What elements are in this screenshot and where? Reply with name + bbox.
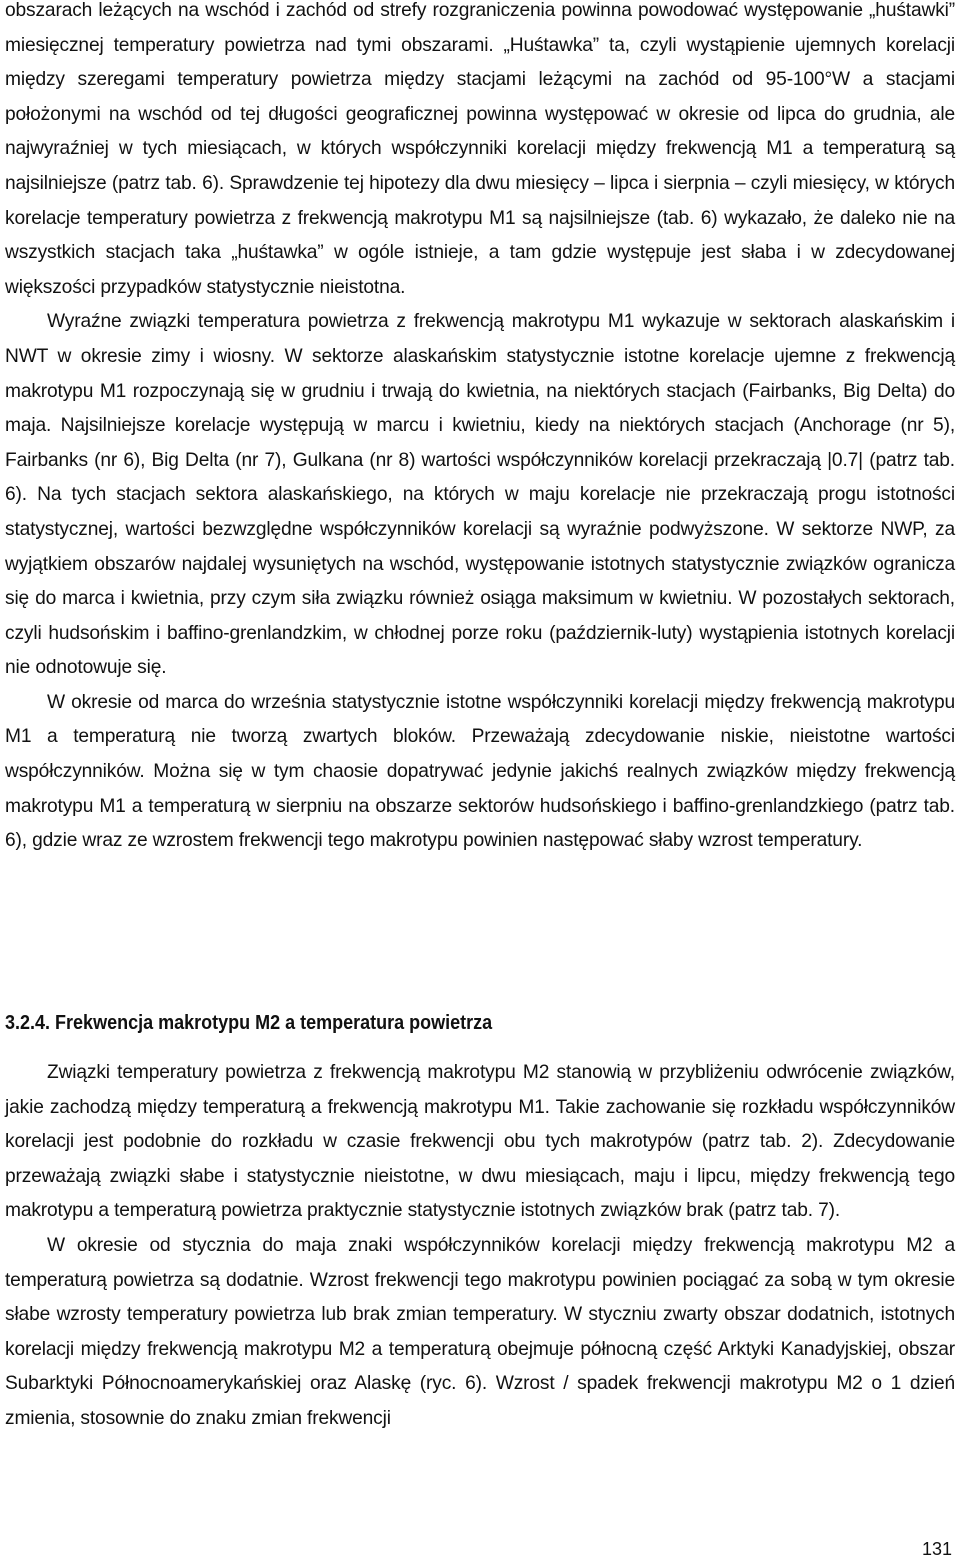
section-number: 3.2.4. [5,1012,51,1034]
paragraph: W okresie od marca do września statystycznie istotne współczynniki korelacji między frekwencją makrotypu M1 a temperaturą nie tworzą zwartych bloków. Przeważają zdecydowanie niskie, nieistotne wartości współczynników. Można się w tym chaosie dopatrywać jedynie jakichś realnych związków między frekwencją makrotypu M1 a temperaturą w sierpniu na obszarze sektorów hudsońskiego i baffino-grenlandzkiego (patrz tab. 6), gdzie wraz ze wzrostem frekwencji tego makrotypu powinien następować słaby wzrost temperatury. [5,691,955,852]
paragraph: W okresie od stycznia do maja znaki współczynników korelacji między frekwencją makrotypu M2 a temperaturą powietrza są dodatnie. Wzrost frekwencji tego makrotypu powinien pociągać za sobą w tym okresie słabe wzrosty temperatury powietrza lub brak zmian temperatury. W styczniu zwarty obszar dodatnich, istotnych korelacji między frekwencją makrotypu M2 a temperaturą obejmuje północną część Arktyki Kanadyjskiej, obszar Subarktyki Północnoamerykańskiej oraz Alaskę (ryc. 6). Wzrost / spadek frekwencji makrotypu M2 o 1 dzień zmienia, stosownie do znaku zmian frekwencji [5,1234,955,1429]
section-heading [5,1006,955,1040]
body-text-top [5,0,955,859]
paragraph: Wyraźne związki temperatura powietrza z frekwencją makrotypu M1 wykazuje w sektorach alaskańskim i NWT w okresie zimy i wiosny. W sektorze alaskańskim statystycznie istotne korelacje ujemne z frekwencją makrotypu M1 rozpoczynają się w grudniu i trwają do kwietnia, na niektórych stacjach (Fairbanks, Big Delta) do maja. Najsilniejsze korelacje występują w marcu i kwietniu, kiedy na niektórych stacjach (Anchorage (nr 5), Fairbanks (nr 6), Big Delta (nr 7), Gulkana (nr 8) wartości współczynników korelacji przekraczają |0.7| (patrz tab. 6). Na tych stacjach sektora alaskańskiego, na których w maju korelacje nie przekraczają progu istotności statystycznej, wartości bezwzględne współczynników korelacji są wyraźnie podwyższone. W sektorze NWP, za wyjątkiem obszarów najdalej wysuniętych na wschód, występowanie istotnych statystycznie związków ogranicza się do marca i kwietnia, przy czym siła związku również osiąga maksimum w kwietniu. W pozostałych sektorach, czyli hudsońskim i baffino-grenlandzkim, w chłodnej porze roku (październik-luty) wystąpienia istotnych korelacji nie odnotowuje się. [5,311,955,679]
section-title-text: Frekwencja makrotypu M2 a temperatura powietrza [55,1012,493,1034]
page-number: 131 [921,1539,952,1559]
body-text-bottom [5,1056,955,1437]
section-title [5,1006,860,1040]
paragraph: Związki temperatury powietrza z frekwencją makrotypu M2 stanowią w przybliżeniu odwrócenie związków, jakie zachodzą między temperaturą a frekwencją makrotypu M1. Takie zachowanie się rozkładu współczynników korelacji jest podobnie do rozkładu w czasie frekwencji obu tych makrotypów (patrz tab. 2). Zdecydowanie przeważają związki słabe i statystycznie nieistotne, w dwu miesiącach, maju i lipcu, między frekwencją tego makrotypu a temperaturą powietrza praktycznie statystycznie istotnych związków brak (patrz tab. 7). [5,1062,955,1222]
paragraph: obszarach leżących na wschód i zachód od strefy rozgraniczenia powinna powodować występowanie „huśtawki” miesięcznej temperatury powietrza nad tymi obszarami. „Huśtawka” ta, czyli wystąpienie ujemnych korelacji między szeregami temperatury powietrza między stacjami leżącymi na zachód od 95-100°W a stacjami położonymi na wschód od tej długości geograficznej powinna występować w okresie od lipca do grudnia, ale najwyraźniej w tych miesiącach, w których współczynniki korelacji między frekwencją M1 a temperaturą są najsilniejsze (patrz tab. 6). Sprawdzenie tej hipotezy dla dwu miesięcy – lipca i sierpnia – czyli miesięcy, w których korelacje temperatury powietrza z frekwencją makrotypu M1 są najsilniejsze (tab. 6) wykazało, że daleko nie na wszystkich stacjach taka „huśtawka” w ogóle istnieje, a tam gdzie występuje jest słaba i w zdecydowanej większości przypadków statystycznie nieistotna. [5,0,955,298]
